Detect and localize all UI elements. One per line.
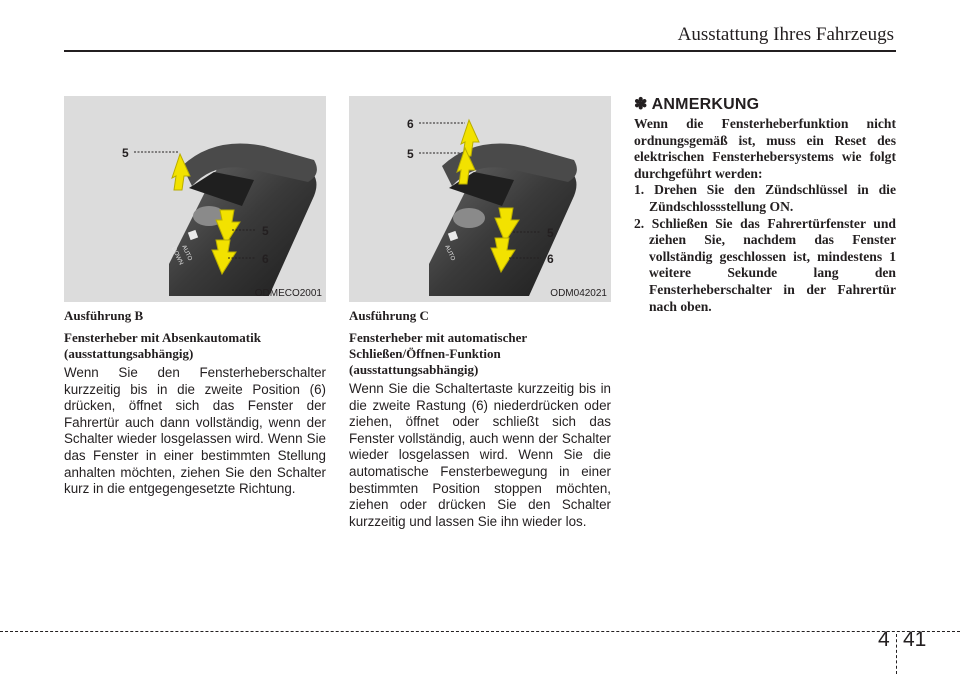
section-variant-c	[349, 308, 611, 530]
callout-6-top: 6	[407, 117, 414, 131]
callout-5-top: 5	[407, 147, 414, 161]
note-step: 1. Drehen Sie den Zündschlüssel in die Zündschlossstellung ON.	[634, 182, 896, 214]
asterisk-icon: ✽	[634, 96, 648, 113]
note-heading	[634, 94, 896, 114]
section-subheading-2: Schließen/Öffnen-Funktion	[349, 346, 501, 361]
figure-switch-b	[64, 96, 326, 302]
callout-6: 6	[547, 252, 554, 266]
switch-button	[453, 208, 485, 228]
section-body: Wenn Sie die Schaltertaste kurzzeitig bis in die zweite Rastung (6) niederdrücken oder ziehen, öffnet oder schließt sich das Fenster vollständig, auch wenn der Schalter wieder losgelassen wird. Wenn Sie die automatische Fensterbewegung in einer bestimmten Position stoppen möchten, ziehen oder drücken Sie den Schalter kurzzeitig und lassen Sie ihn wieder los.	[349, 381, 611, 529]
section-body: Wenn Sie den Fensterheberschalter kurzzeitig bis in die zweite Position (6) drücken, öffnet sich das Fenster der Fahrertür auch dann vollständig, wenn der Schalter wieder losgelassen wird. Wenn Sie das Fenster in einer bestimmten Stellung anhalten möchten, ziehen Sie den Schalter kurz in die entgegengesetzte Richtung.	[64, 365, 326, 497]
switch-label-auto: AUTO	[180, 244, 193, 262]
note-box	[634, 94, 896, 315]
section-heading: Ausführung B	[64, 308, 144, 323]
section-subheading-note: (ausstattungsabhängig)	[349, 362, 479, 377]
section-variant-b	[64, 308, 326, 498]
note-steps	[634, 182, 896, 315]
note-step: 2. Schließen Sie das Fahrertürfenster und ziehen Sie, nachdem das Fenster vollständig geschlossen ist, mindestens 1 weitere Sekunde lang den Fensterheberschalter in der Fahrertür nach oben.	[634, 215, 896, 314]
section-subheading: Fensterheber mit Absenkautomatik	[64, 330, 261, 345]
section-subheading: Fensterheber mit automatischer	[349, 330, 528, 345]
note-title: ANMERKUNG	[651, 96, 760, 113]
callout-5: 5	[547, 226, 554, 240]
page-number-separator	[896, 634, 897, 674]
callout-5-top: 5	[122, 146, 129, 160]
section-subheading-note: (ausstattungsabhängig)	[64, 346, 194, 361]
chapter-number: 4	[878, 628, 890, 651]
running-header: Ausstattung Ihres Fahrzeugs	[677, 24, 894, 45]
switch-label-down: DOWN	[170, 246, 184, 267]
footer-rule	[0, 631, 960, 632]
figure-code: ODMECO2001	[254, 288, 322, 299]
header-rule	[64, 50, 896, 52]
switch-c-illustration	[349, 96, 611, 302]
arrow-up-icon	[172, 154, 190, 190]
switch-b-illustration	[64, 96, 326, 302]
figure-code: ODM042021	[550, 288, 607, 299]
note-intro: Wenn die Fensterheberfunktion nicht ordnungsgemäß ist, muss ein Reset des elektrischen Fensterhebersystems wie folgt durchgeführt werden:	[634, 116, 896, 181]
figure-switch-c	[349, 96, 611, 302]
callout-5: 5	[262, 224, 269, 238]
page-number: 41	[903, 628, 927, 651]
callout-6: 6	[262, 252, 269, 266]
section-heading: Ausführung C	[349, 308, 429, 323]
switch-label-auto: AUTO	[443, 244, 456, 262]
